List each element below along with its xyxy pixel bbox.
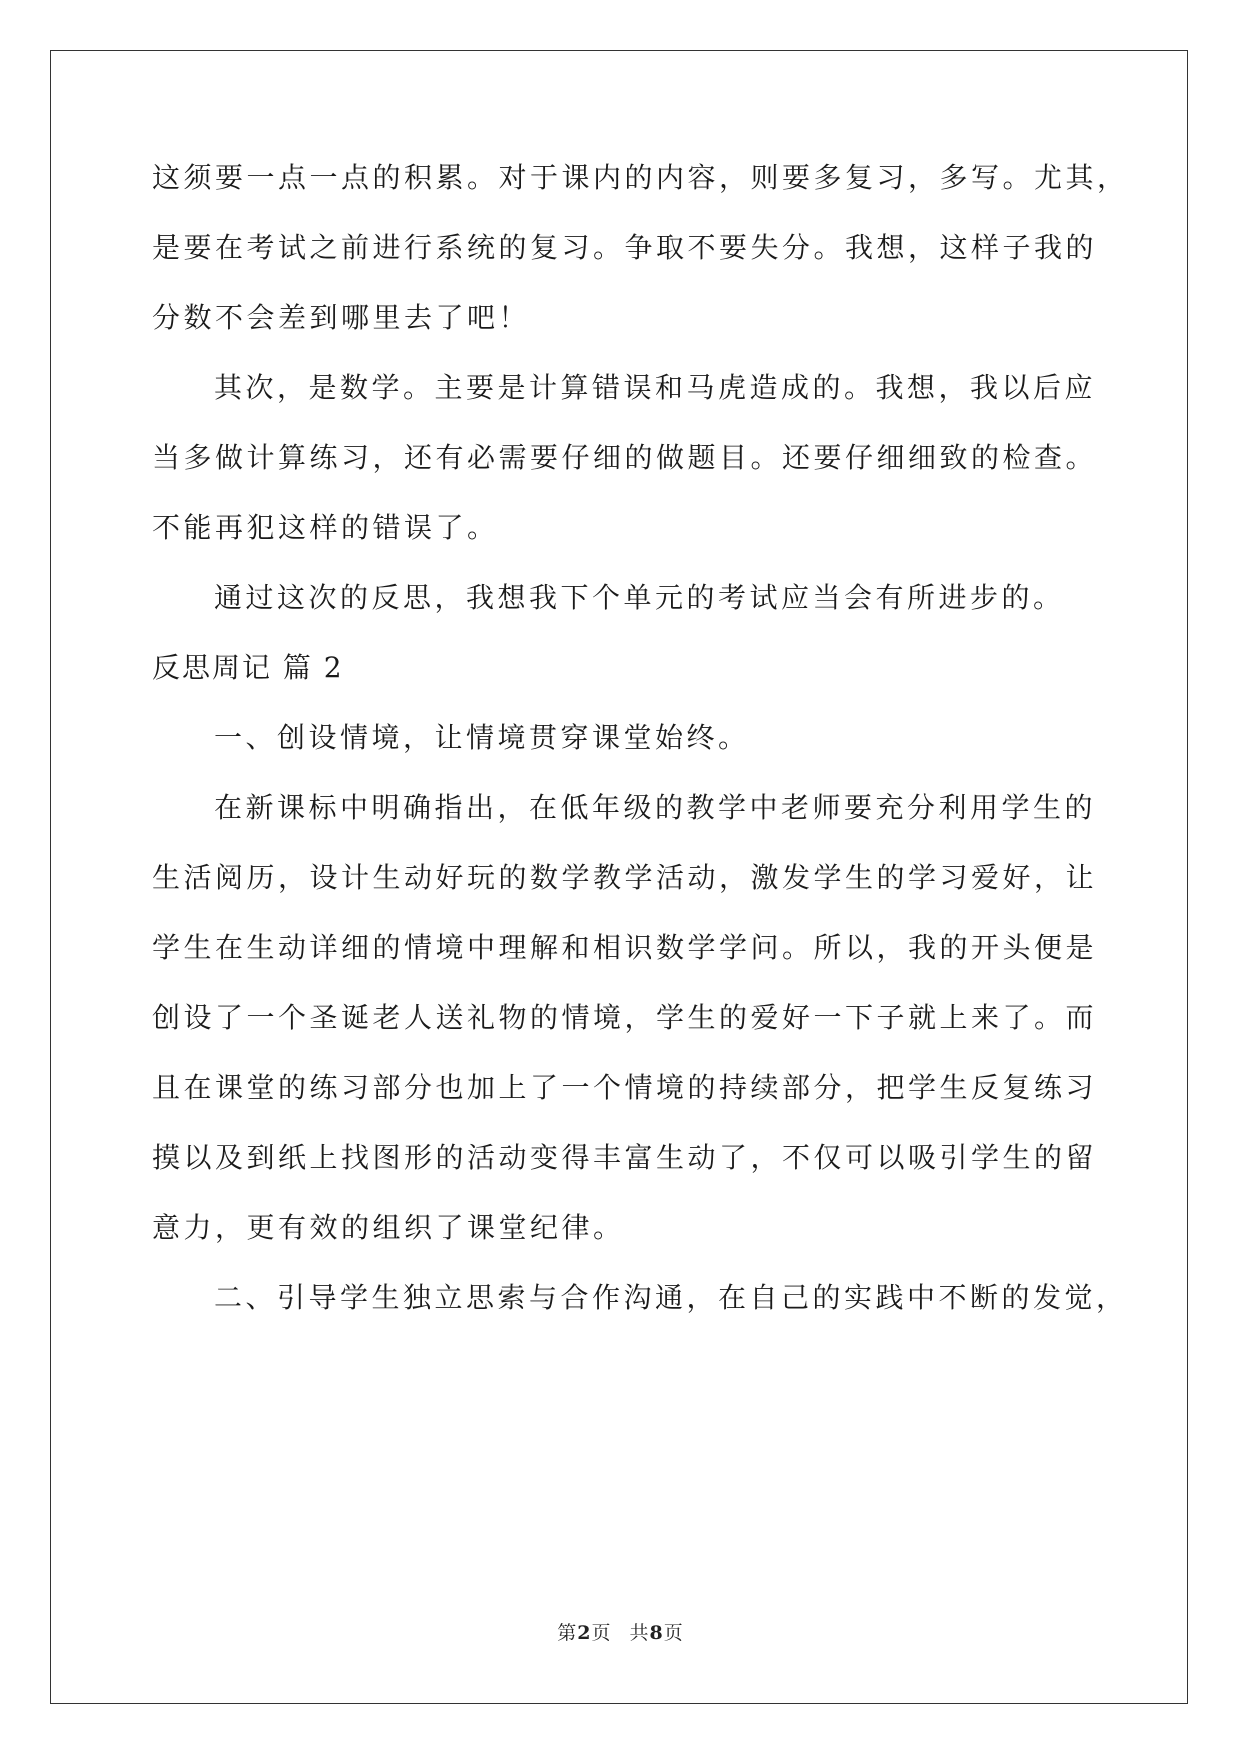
total-prefix: 共 (629, 1622, 650, 1644)
page-suffix: 页 (591, 1622, 612, 1644)
paragraph-line: 创设了一个圣诞老人送礼物的情境，学生的爱好一下子就上来了。而 (152, 1001, 1098, 1034)
total-page-count: 8 (649, 1622, 664, 1644)
paragraph-line: 意力，更有效的组织了课堂纪律。 (152, 1211, 625, 1244)
page-footer (0, 1618, 1241, 1645)
paragraph-line: 是要在考试之前进行系统的复习。争取不要失分。我想，这样子我的 (152, 231, 1098, 264)
paragraph-line: 不能再犯这样的错误了。 (152, 511, 499, 544)
paragraph-line: 其次，是数学。主要是计算错误和马虎造成的。我想，我以后应 (214, 371, 1097, 404)
paragraph-line: 一、创设情境，让情境贯穿课堂始终。 (214, 721, 750, 754)
paragraph-line: 当多做计算练习，还有必需要仔细的做题目。还要仔细细致的检查。 (152, 441, 1098, 474)
paragraph-line: 在新课标中明确指出，在低年级的教学中老师要充分利用学生的 (214, 791, 1097, 824)
section-heading: 反思周记 篇 2 (152, 651, 344, 684)
current-page-number: 2 (577, 1622, 592, 1644)
paragraph-line: 分数不会差到哪里去了吧！ (152, 301, 531, 334)
total-suffix: 页 (663, 1622, 684, 1644)
paragraph-line: 摸以及到纸上找图形的活动变得丰富生动了，不仅可以吸引学生的留 (152, 1141, 1098, 1174)
paragraph-line: 学生在生动详细的情境中理解和相识数学学问。所以，我的开头便是 (152, 931, 1098, 964)
page-prefix: 第 (557, 1622, 578, 1644)
paragraph-line: 这须要一点一点的积累。对于课内的内容，则要多复习，多写。尤其， (152, 161, 1129, 194)
paragraph-line: 通过这次的反思，我想我下个单元的考试应当会有所进步的。 (214, 581, 1065, 614)
paragraph-line: 生活阅历，设计生动好玩的数学教学活动，激发学生的学习爱好，让 (152, 861, 1098, 894)
paragraph-line: 且在课堂的练习部分也加上了一个情境的持续部分，把学生反复练习 (152, 1071, 1098, 1104)
paragraph-line: 二、引导学生独立思索与合作沟通，在自己的实践中不断的发觉， (214, 1281, 1128, 1314)
